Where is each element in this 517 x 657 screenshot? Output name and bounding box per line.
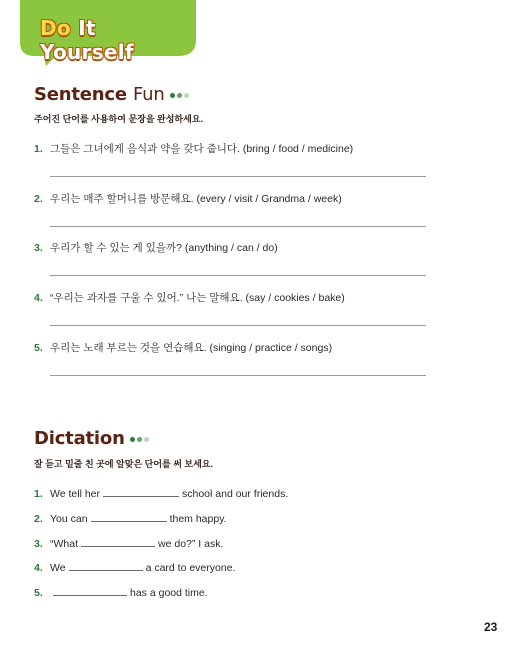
decorative-dots xyxy=(170,85,191,106)
blank-3[interactable] xyxy=(81,536,155,547)
answer-line-2[interactable] xyxy=(50,226,426,227)
answer-line-1[interactable] xyxy=(50,176,426,177)
blank-2[interactable] xyxy=(91,511,167,522)
dictation-item-1: 1. We tell her school and our friends. xyxy=(34,488,289,500)
dictation-instruction: 잘 듣고 밑줄 친 곳에 알맞은 단어를 써 보세요. xyxy=(34,459,213,469)
dictation-item-5: 5. has a good time. xyxy=(34,587,208,599)
dictation-item-2: 2. You can them happy. xyxy=(34,513,227,525)
dictation-item-3: 3. “What we do?” I ask. xyxy=(34,538,224,550)
dictation-heading: Dictation xyxy=(34,428,151,450)
answer-line-4[interactable] xyxy=(50,325,426,326)
decorative-dots xyxy=(130,429,151,450)
blank-4[interactable] xyxy=(69,560,143,571)
blank-1[interactable] xyxy=(103,486,179,497)
answer-line-5[interactable] xyxy=(50,375,426,376)
sentence-item-3: 3. 우리가 할 수 있는 게 있을까? (anything / can / do) xyxy=(34,242,278,254)
dictation-item-4: 4. We a card to everyone. xyxy=(34,562,236,574)
sentence-item-4: 4. “우리는 과자를 구울 수 있어.” 나는 말해요. (say / cookies / bake) xyxy=(34,292,345,304)
sentence-item-5: 5. 우리는 노래 부르는 것을 연습해요. (singing / practice / songs) xyxy=(34,342,333,354)
sentence-fun-instruction: 주어진 단어를 사용하여 문장을 완성하세요. xyxy=(34,114,203,124)
blank-5[interactable] xyxy=(53,585,127,596)
sentence-item-1: 1. 그들은 그녀에게 음식과 약을 갖다 줍니다. (bring / food / medicine) xyxy=(34,143,354,155)
page-number: 23 xyxy=(484,620,498,634)
sentence-item-2: 2. 우리는 매주 할머니를 방문해요. (every / visit / Grandma / week) xyxy=(34,193,342,205)
badge-title: Do It Yourself xyxy=(40,16,134,64)
sentence-fun-heading: Sentence Fun xyxy=(34,84,191,106)
answer-line-3[interactable] xyxy=(50,275,426,276)
do-it-yourself-badge xyxy=(20,0,196,68)
